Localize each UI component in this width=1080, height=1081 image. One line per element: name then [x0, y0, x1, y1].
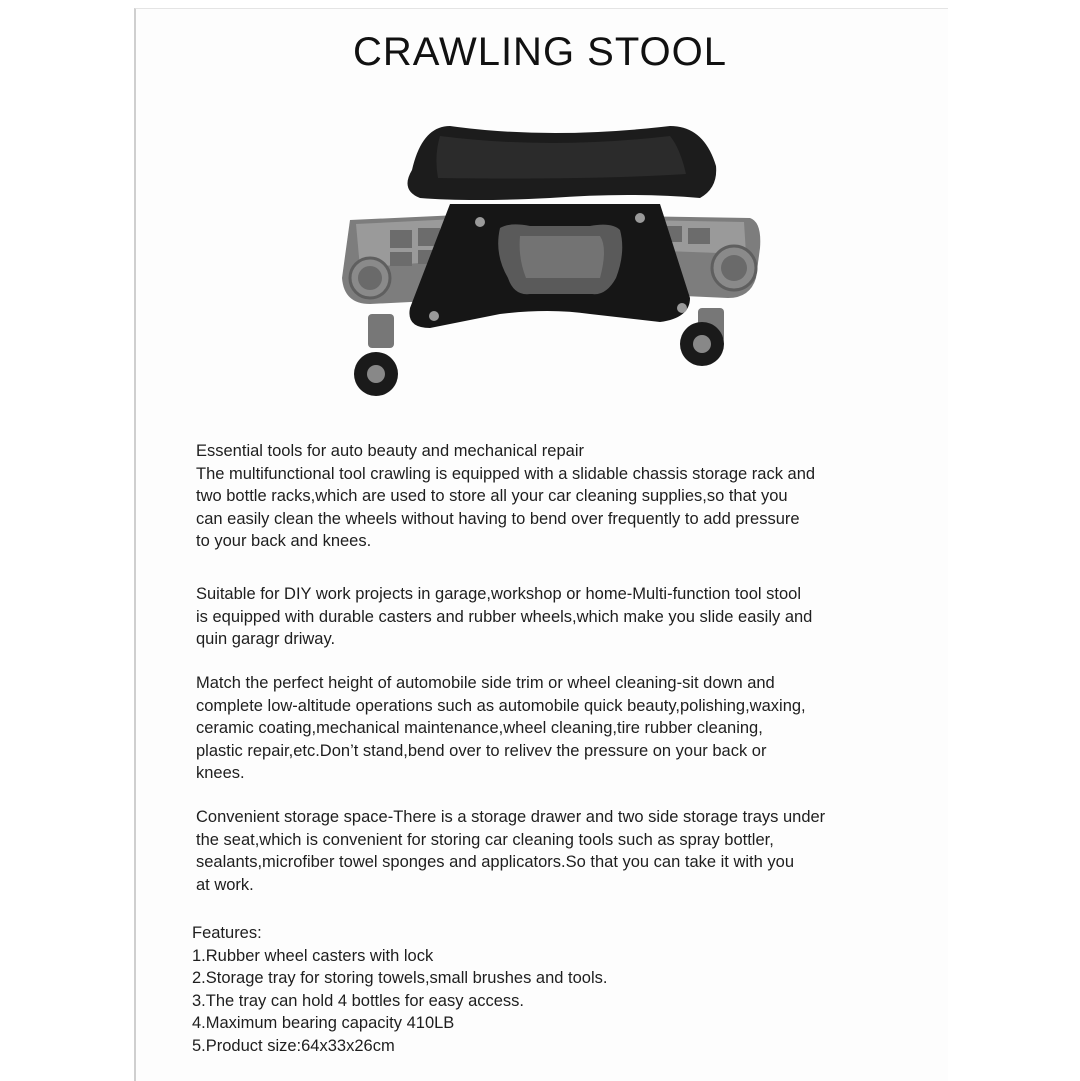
- text-line: sealants,microfiber towel sponges and applicators.So that you can take it with you: [196, 853, 794, 872]
- features-heading: Features:: [192, 924, 262, 942]
- text-line: can easily clean the wheels without having to bend over frequently to add pressure: [196, 509, 800, 528]
- text-line: the seat,which is convenient for storing car cleaning tools such as spray bottler,: [196, 830, 774, 849]
- page-title: CRAWLING STOOL: [352, 30, 728, 74]
- intro-paragraph: [196, 440, 896, 553]
- storage-paragraph: [196, 806, 896, 896]
- text-line: plastic repair,etc.Don’t stand,bend over to relivev the pressure on your back or: [196, 741, 767, 760]
- height-paragraph: [196, 672, 896, 785]
- text-line: Match the perfect height of automobile side trim or wheel cleaning-sit down and: [196, 674, 775, 692]
- stool-seat: [408, 126, 717, 200]
- text-line: complete low-altitude operations such as automobile quick beauty,polishing,waxing,: [196, 696, 806, 715]
- text-line: is equipped with durable casters and rubber wheels,which make you slide easily and: [196, 607, 813, 626]
- stool-frame: [409, 204, 690, 328]
- text-line: Essential tools for auto beauty and mechanical repair: [196, 442, 584, 460]
- text-line: at work.: [196, 875, 254, 894]
- feature-item: 1.Rubber wheel casters with lock: [192, 946, 434, 965]
- front-left-caster: [354, 314, 398, 396]
- crawling-stool-image: [330, 118, 770, 408]
- feature-item: 3.The tray can hold 4 bottles for easy access.: [192, 991, 525, 1010]
- features-list: [192, 945, 892, 1058]
- text-line: quin garagr driway.: [196, 630, 336, 649]
- feature-item: 2.Storage tray for storing towels,small brushes and tools.: [192, 969, 608, 988]
- text-line: Convenient storage space-There is a storage drawer and two side storage trays under: [196, 808, 826, 826]
- text-line: ceramic coating,mechanical maintenance,wheel cleaning,tire rubber cleaning,: [196, 719, 763, 738]
- feature-item: 5.Product size:64x33x26cm: [192, 1036, 395, 1055]
- text-line: The multifunctional tool crawling is equipped with a slidable chassis storage rack and: [196, 464, 816, 483]
- features-section: [192, 922, 892, 1058]
- text-line: Suitable for DIY work projects in garage,workshop or home-Multi-function tool stool: [196, 585, 801, 603]
- text-line: two bottle racks,which are used to store all your car cleaning supplies,so that you: [196, 487, 788, 506]
- text-line: to your back and knees.: [196, 532, 372, 551]
- feature-item: 4.Maximum bearing capacity 410LB: [192, 1014, 455, 1033]
- diy-paragraph: [196, 583, 896, 651]
- front-right-caster: [680, 308, 724, 366]
- text-line: knees.: [196, 764, 245, 783]
